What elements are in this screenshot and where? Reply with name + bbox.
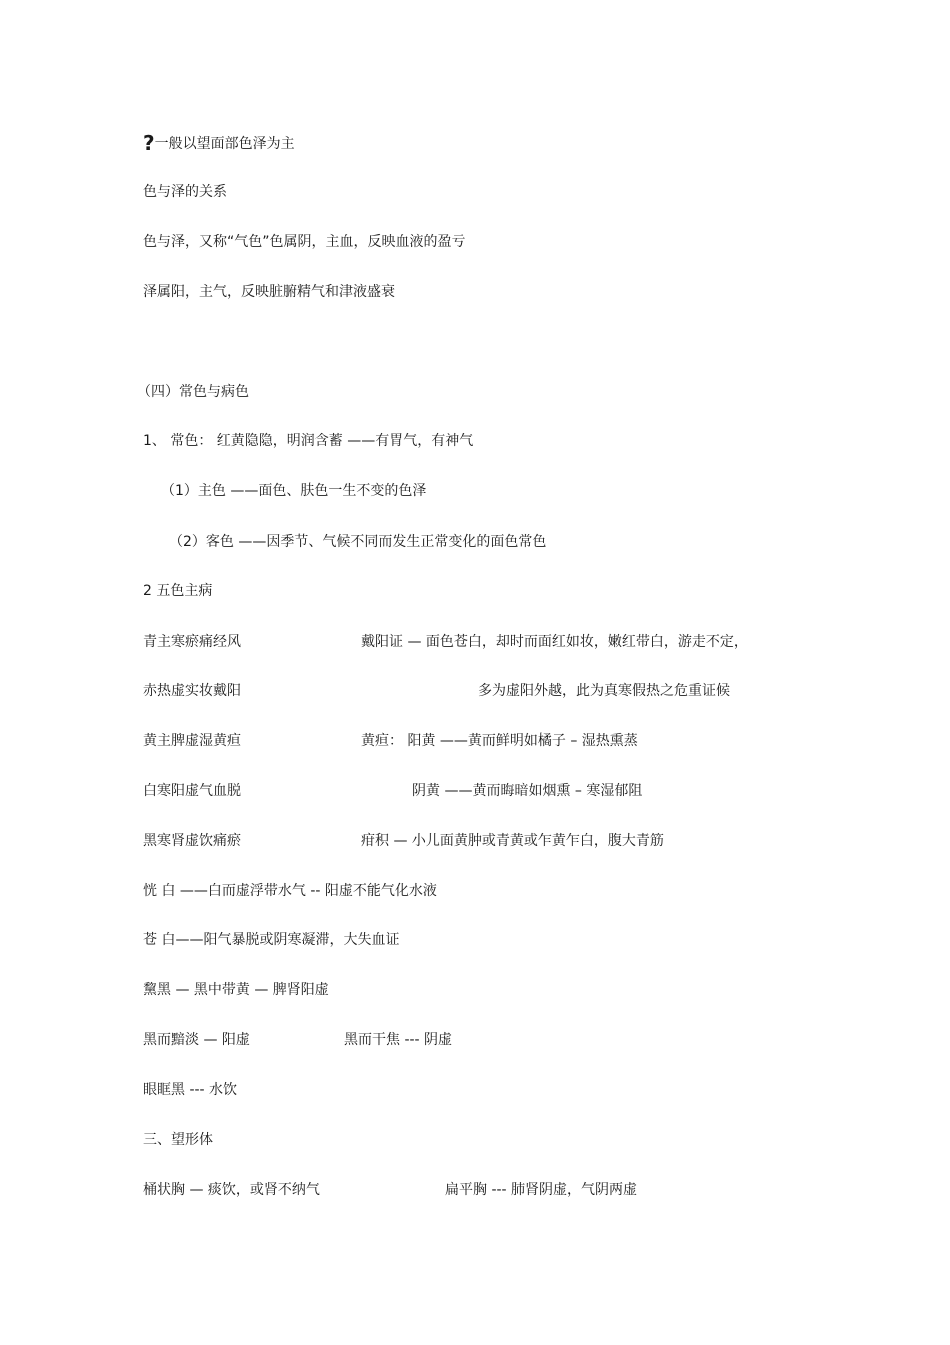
line-qing-left: 青主寒瘀痛经风	[143, 634, 241, 650]
line-bai-left: 白寒阳虚气血脱	[143, 783, 241, 799]
line-cangbai: 苍 白——阳气暴脱或阴寒凝滞，大失血证	[143, 932, 400, 948]
line-color-luster-relation: 色与泽的关系	[143, 184, 227, 200]
line-chi-left: 赤热虚实妆戴阳	[143, 683, 241, 699]
line-guest-color: （2）客色 ——因季节、气候不同而发生正常变化的面色常色	[169, 534, 547, 550]
line-huang-left: 黄主脾虚湿黄疸	[143, 733, 241, 749]
line-jaundice-yin: 阴黄 ——黄而晦暗如烟熏 – 寒湿郁阻	[412, 783, 643, 799]
line-hei-left: 黑寒肾虚饮痛瘀	[143, 833, 241, 849]
section-heading-normal-disease-color: （四）常色与病色	[137, 384, 249, 400]
line-intro	[143, 131, 295, 155]
line-color-definition: 色与泽，又称“气色”色属阴，主血，反映血液的盈亏	[143, 234, 466, 250]
line-barrel-chest: 桶状胸 — 痰饮，或肾不纳气	[143, 1182, 320, 1198]
line-main-color: （1）主色 ——面色、肤色一生不变的色泽	[161, 483, 427, 499]
line-intro-text: 一般以望面部色泽为主	[154, 136, 295, 152]
line-daiyang-right: 戴阳证 — 面色苍白，却时而面红如妆，嫩红带白，游走不定，	[361, 634, 748, 650]
line-normal-color: 1、 常色： 红黄隐隐，明润含蓄 ——有胃气，有神气	[143, 433, 474, 449]
line-lihei: 黧黑 — 黑中带黄 — 脾肾阳虚	[143, 982, 329, 998]
line-huangbai: 恍 白 ——白而虚浮带水气 -- 阳虚不能气化水液	[143, 883, 437, 899]
line-luster-definition: 泽属阳，主气，反映脏腑精气和津液盛衰	[143, 284, 395, 300]
line-ganji-right: 疳积 — 小儿面黄肿或青黄或乍黄乍白，腹大青筋	[361, 833, 664, 849]
line-yankuang-hei: 眼眶黑 --- 水饮	[143, 1082, 238, 1098]
line-flat-chest: 扁平胸 --- 肺肾阴虚，气阴两虚	[445, 1182, 638, 1198]
section-heading-body-shape: 三、望形体	[143, 1132, 213, 1148]
line-hei-ganjiao: 黑而干焦 --- 阴虚	[344, 1032, 453, 1048]
question-mark: ?	[143, 131, 155, 155]
line-jaundice-yang: 黄疸： 阳黄 ——黄而鲜明如橘子 – 湿热熏蒸	[361, 733, 638, 749]
line-hei-andan: 黑而黯淡 — 阳虚	[143, 1032, 250, 1048]
line-daiyang-continued: 多为虚阳外越，此为真寒假热之危重证候	[478, 683, 730, 699]
line-five-colors-heading: 2 五色主病	[143, 583, 213, 599]
